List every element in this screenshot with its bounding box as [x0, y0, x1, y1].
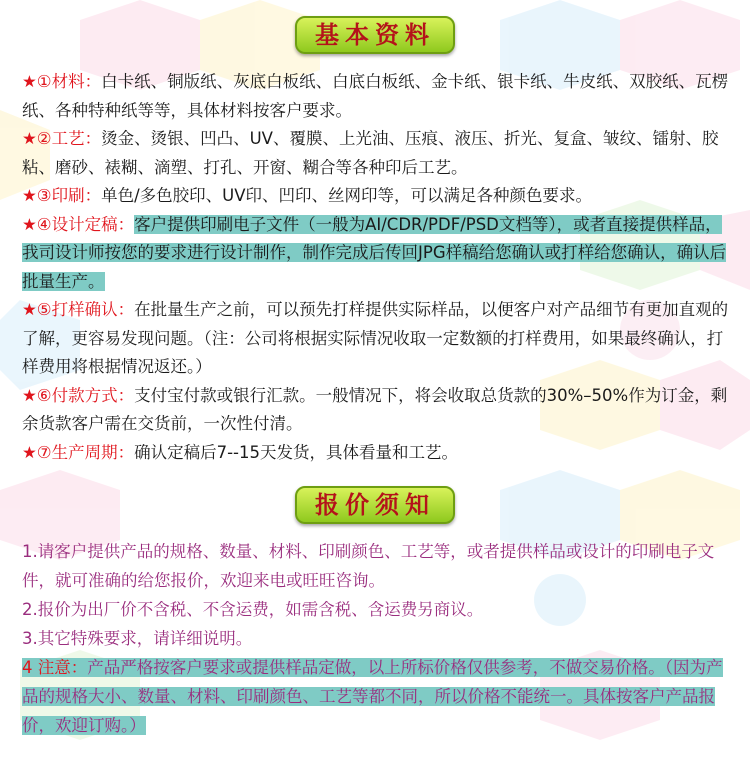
cycle-item	[22, 439, 734, 468]
craft-label: ②工艺：	[36, 129, 102, 148]
section-title-quote-notes: 报价须知	[295, 486, 455, 524]
print-item	[22, 182, 734, 211]
payment-label: ⑥付款方式：	[36, 385, 135, 405]
quote-notes-section	[22, 537, 734, 740]
quote-line-4	[22, 653, 734, 740]
cycle-text: 确认定稿后7--15天发货，具体看量和工艺。	[134, 442, 458, 462]
star-icon: ★	[22, 214, 37, 234]
quote-line-2: 2.报价为出厂价不含税、不含运费，如需含税、含运费另商议。	[22, 600, 484, 619]
craft-text: 烫金、烫银、凹凸、UV、覆膜、上光油、压痕、液压、折光、复盒、皱纹、镭射、胶粘、磨砂、裱糊、滴塑、打孔、开窗、糊合等各种印后工艺。	[22, 129, 719, 177]
quote-line-3: 3.其它特殊要求，请详细说明。	[22, 629, 253, 648]
star-icon: ★	[22, 186, 37, 205]
note-label: 4 注意：	[22, 658, 88, 677]
basic-info-section	[22, 68, 734, 467]
design-item	[22, 211, 734, 297]
proof-text: 在批量生产之前，可以预先打样提供实际样品，以便客户对产品细节有更加直观的了解，更容易发现问题。（注：公司将根据实际情况收取一定数额的打样费用，如果最终确认，打样费用将根据情况返还。）	[22, 300, 729, 376]
section-title-basic-info: 基本资料	[295, 16, 455, 54]
craft-item	[22, 125, 734, 182]
star-icon: ★	[22, 300, 37, 319]
print-label: ③印刷：	[36, 186, 102, 205]
payment-text: 支付宝付款或银行汇款。一般情况下，将会收取总货款的30%–50%作为订金，剩余货款客户需在交货前，一次性付清。	[22, 385, 728, 433]
quote-line-1: 1.请客户提供产品的规格、数量、材料、印刷颜色、工艺等，或者提供样品或设计的印刷电子文件，就可准确的给您报价，欢迎来电或旺旺咨询。	[22, 542, 715, 590]
star-icon: ★	[22, 385, 37, 405]
material-text: 白卡纸、铜版纸、灰底白板纸、白底白板纸、金卡纸、银卡纸、牛皮纸、双胶纸、瓦楞纸、各种特种纸等等，具体材料按客户要求。	[22, 72, 729, 120]
star-icon: ★	[22, 442, 37, 462]
star-icon: ★	[22, 72, 37, 91]
material-item	[22, 68, 734, 125]
design-text: 客户提供印刷电子文件（一般为AI/CDR/PDF/PSD文档等），或者直接提供样品，我司设计师按您的要求进行设计制作，制作完成后传回JPG样稿给您确认或打样给您确认，确认后批量生产。	[22, 214, 727, 291]
note-text: 产品严格按客户要求或提供样品定做，以上所标价格仅供参考，不做交易价格。（因为产品的规格大小、数量、材料、印刷颜色、工艺等都不同，所以价格不能统一。具体按客户产品报价，欢迎订购。）	[22, 658, 723, 735]
cycle-label: ⑦生产周期：	[36, 442, 135, 462]
payment-item	[22, 382, 734, 439]
proof-item	[22, 296, 734, 382]
design-label: ④设计定稿：	[36, 214, 135, 234]
print-text: 单色/多色胶印、UV印、凹印、丝网印等，可以满足各种颜色要求。	[101, 186, 593, 205]
proof-label: ⑤打样确认：	[36, 300, 135, 319]
star-icon: ★	[22, 129, 37, 148]
material-label: ①材料：	[36, 72, 102, 91]
